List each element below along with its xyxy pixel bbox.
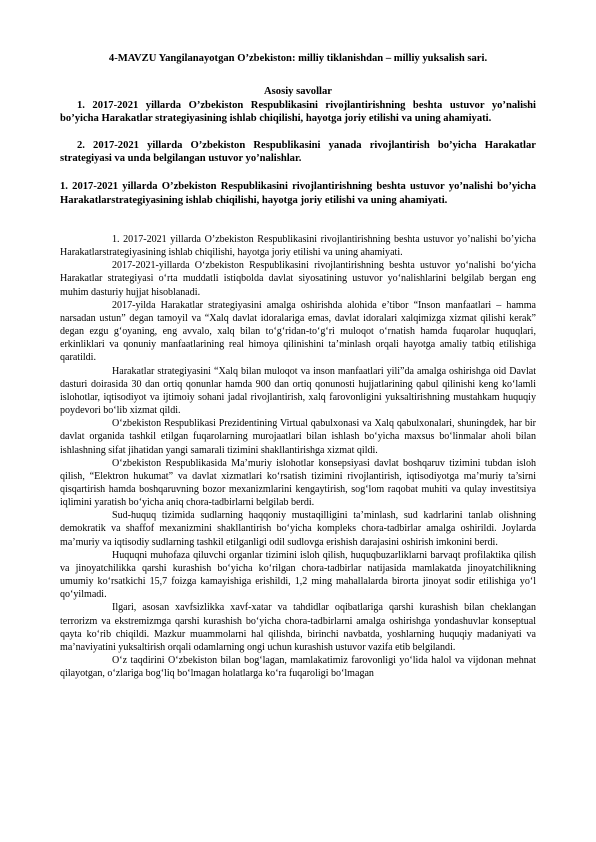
questions-heading: Asosiy savollar	[264, 86, 332, 97]
paragraph: Huquqni muhofaza qiluvchi organlar tizimini isloh qilish, huquqbuzarliklarni barvaqt profilaktika qilish va jinoyatchilikka qarshi kurashish bo‘yicha ko‘rilgan chora-tadbirlar natijasida mamlakatda jinoyatchilikning umumiy ko‘rsatkichi 15,7 foizga kamayishiga erishildi, 1,2 ming mahallalarda birorta jinoyat sodir etilishiga yo‘l qo‘yilmadi.	[60, 549, 536, 601]
question-item: 2. 2017-2021 yillarda O’zbekiston Respublikasini yanada rivojlantirish bo’yicha Harakatlar strategiyasi va unda belgilangan ustuvor yo’nalishlar.	[60, 140, 536, 165]
paragraph: Ilgari, asosan xavfsizlikka xavf-xatar va tahdidlar oqibatlariga qarshi kurashish bilan cheklangan terrorizm va ekstremizmga qarshi kurashish bo‘yicha chora-tadbirlarni amalga oshirishga yondashuvlar konseptual qayta ko‘rib chiqildi. Mazkur muammolarni hal qilishda, birinchi navbatda, yoshlarning huquqiy madaniyati va ma’naviyatini yuksaltirish orqali odamlarning ongi uchun kurashish ustuvor vazifa etib belgilandi.	[60, 602, 536, 653]
paragraph: O‘z taqdirini O‘zbekiston bilan bog‘lagan, mamlakatimiz farovonligi yo‘lida halol va vijdonan mehnat qilayotgan, o‘zlariga bog‘liq bo‘lmagan holatlarga ko‘ra fuqaroligi bo‘lmagan	[60, 655, 536, 680]
paragraph: Harakatlar strategiyasini “Xalq bilan muloqot va inson manfaatlari yili”da amalga oshirishga oid Davlat dasturi doirasida 30 dan ortiq qonunlar hamda 900 dan ortiq qonunosti hujjatlarining qabul qilinishi keng ko‘lamli islohotlar, iqtisodiyot va ijtimoiy sohani jadal rivojlantirish, xalq farovonligini yuksaltirishning mustahkam huquqiy poydevori bo‘lib xizmat qildi.	[60, 365, 536, 417]
paragraph: O‘zbekiston Respublikasida Ma’muriy islohotlar konsepsiyasi davlat boshqaruv tizimini tubdan isloh qilish, “Elektron hukumat” va davlat xizmatlari ko‘rsatish tizimini rivojlantirish, iqtisodiyotga ma’muriy ta’sirni qisqartirish hamda boshqaruvning bozor mexanizmlarini kengaytirish, sog‘lom raqobat muhiti va qulay investitsiya iqlimini yaratish bo‘yicha aniq chora-tadbirlarni belgilab berdi.	[60, 457, 536, 509]
paragraph: O‘zbekiston Respublikasi Prezidentining Virtual qabulxonasi va Xalq qabulxonalari, shuningdek, har bir davlat organida tashkil etilgan fuqarolarning murojaatlari bilan ishlash bo‘yicha maxsus bo‘linmalar aholi bilan ishlashning sifat jihatidan yangi samarali tizimini shakllantirishga xizmat qildi.	[60, 418, 536, 456]
section-heading: 1. 2017-2021 yillarda O’zbekiston Respublikasini rivojlantirishning beshta ustuvor yo’nalishi bo’yicha Harakatlarstrategiyasining ishlab chiqilishi, hayotga joriy etilishi va uning ahamiyati.	[60, 181, 536, 206]
paragraph: 2017-2021-yillarda O‘zbekiston Respublikasini rivojlantirishning beshta ustuvor yo‘nalishi bo‘yicha Harakatlar strategiyasi o‘rta muddatli istiqbolda davlat siyosatining ustuvor yo‘nalishlarini belgilab bergan eng muhim dasturiy hujjat hisoblanadi.	[60, 260, 536, 298]
document-title: 4-MAVZU Yangilanayotgan O’zbekiston: milliy tiklanishdan – milliy yuksalish sari.	[108, 53, 488, 64]
paragraph: 2017-yilda Harakatlar strategiyasini amalga oshirishda alohida e’tibor “Inson manfaatlari – hamma narsadan ustun” degan tamoyil va “Xalq davlat idoralariga emas, davlat idoralari xalqimizga xizmat qilishi kerak” degan ezgu g‘oyaning, eng avvalo, xalq bilan to‘g‘ridan-to‘g‘ri muloqot o‘rnatish hamda fuqarolar huquqlari, erkinliklari va qonuniy manfaatlarining real himoya qilinishini ta’minlash orqali hayotga amaliy tatbiq etilishiga qaratildi.	[60, 299, 536, 364]
question-item: 1. 2017-2021 yillarda O’zbekiston Respublikasini rivojlantirishning beshta ustuvor yo’nalishi bo’yicha Harakatlar strategiyasining ishlab chiqilishi, hayotga joriy etilishi va uning ahamiyati.	[60, 100, 536, 125]
paragraph: 1. 2017-2021 yillarda O’zbekiston Respublikasini rivojlantirishning beshta ustuvor yo’nalishi bo’yicha Harakatlarstrategiyasining ishlab chiqilishi, hayotga joriy etilishi va uning ahamiyati.	[60, 234, 536, 259]
paragraph: Sud-huquq tizimida sudlarning haqqoniy mustaqilligini ta’minlash, sud kadrlarini tanlab olishning demokratik va shaffof mexanizmini shakllantirish bo‘yicha kompleks chora-tadbirlar amalga oshirildi. Joylarda ma’muriy va iqtisodiy sudlarning tashkil etilganligi odil sudlovga erishish darajasini oshirish imkonini berdi.	[60, 510, 536, 548]
body-text	[60, 233, 536, 680]
